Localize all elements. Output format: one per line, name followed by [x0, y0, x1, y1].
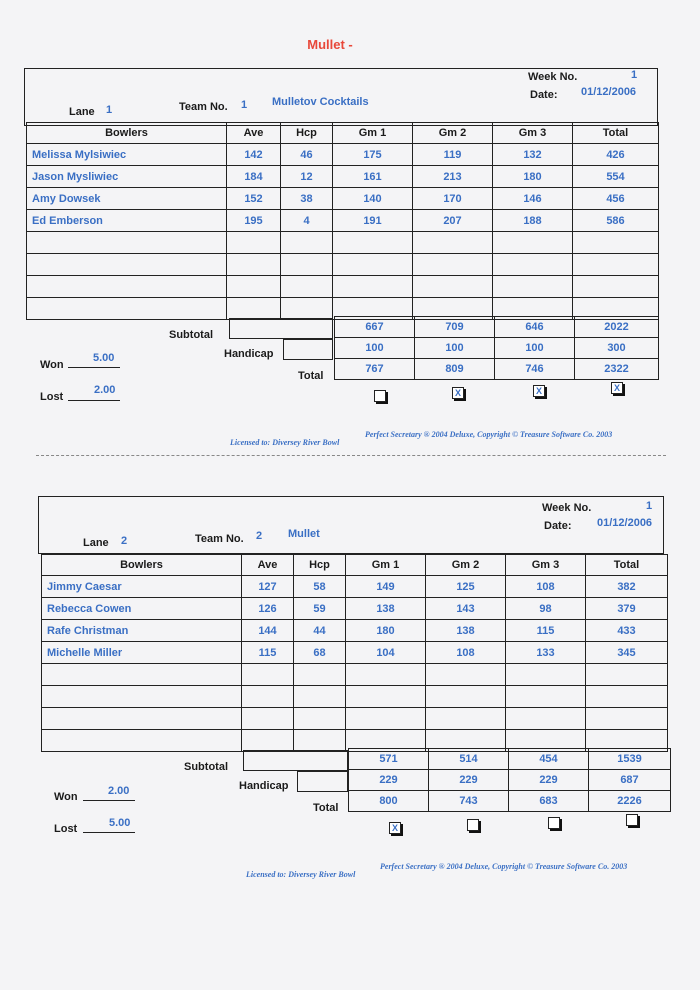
won-value: 5.00 [93, 352, 115, 364]
col-bowlers: Bowlers [42, 555, 242, 576]
total-gm3: 746 [495, 359, 575, 380]
subtotal-total: 2022 [575, 317, 659, 338]
game1-win-checkbox[interactable]: X [389, 822, 401, 834]
bowler-total: 554 [573, 166, 659, 188]
total-row [349, 791, 671, 812]
bowler-name: Rafe Christman [42, 620, 242, 642]
bowler-ave [242, 708, 294, 730]
week-no-value: 1 [631, 69, 638, 81]
col-ave: Ave [227, 123, 281, 144]
total-label: Total [313, 802, 339, 814]
bowler-gm1: 191 [333, 210, 413, 232]
bowler-gm1: 149 [346, 576, 426, 598]
lost-underline [83, 832, 135, 833]
bowler-gm2: 138 [426, 620, 506, 642]
total-total: 2322 [575, 359, 659, 380]
lane-value: 2 [121, 535, 128, 547]
date-value: 01/12/2006 [597, 517, 653, 529]
bowler-gm2: 143 [426, 598, 506, 620]
bowler-gm3: 188 [493, 210, 573, 232]
handicap-gm1: 100 [335, 338, 415, 359]
bowler-gm2 [426, 664, 506, 686]
bowler-gm3 [506, 686, 586, 708]
lost-value: 2.00 [94, 384, 116, 396]
bowler-name: Jason Mysliwiec [27, 166, 227, 188]
total-label: Total [298, 370, 324, 382]
bowler-gm1: 104 [346, 642, 426, 664]
bowler-ave: 115 [242, 642, 294, 664]
footer-license: Licensed to: Diversey River Bowl [230, 438, 340, 447]
total-gm1: 800 [349, 791, 429, 812]
bowler-gm1: 138 [346, 598, 426, 620]
bowler-gm1: 175 [333, 144, 413, 166]
bowler-ave: 152 [227, 188, 281, 210]
bowler-ave: 184 [227, 166, 281, 188]
bowler-total: 456 [573, 188, 659, 210]
bowler-ave: 142 [227, 144, 281, 166]
col-total: Total [586, 555, 668, 576]
bowler-name: Melissa Mylsiwiec [27, 144, 227, 166]
bowler-name: Jimmy Caesar [42, 576, 242, 598]
handicap-label: Handicap [224, 348, 274, 360]
total-total: 2226 [589, 791, 671, 812]
lost-label: Lost [40, 391, 64, 403]
table-header [42, 555, 668, 576]
handicap-total: 300 [575, 338, 659, 359]
team-name: Mullet [288, 528, 320, 540]
lost-value: 5.00 [109, 817, 131, 829]
bowler-hcp: 68 [294, 642, 346, 664]
col-gm1: Gm 1 [333, 123, 413, 144]
table-row [42, 598, 668, 620]
subtotal-label: Subtotal [184, 761, 228, 773]
bowler-ave: 127 [242, 576, 294, 598]
bowler-gm3: 115 [506, 620, 586, 642]
col-gm3: Gm 3 [493, 123, 573, 144]
bowler-ave: 195 [227, 210, 281, 232]
bowler-hcp: 38 [281, 188, 333, 210]
bowler-name [42, 686, 242, 708]
game3-win-checkbox[interactable] [548, 817, 560, 829]
game3-win-checkbox[interactable]: X [533, 385, 545, 397]
bowler-ave [242, 686, 294, 708]
handicap-gm3: 100 [495, 338, 575, 359]
bowler-gm3: 146 [493, 188, 573, 210]
subtotal-row [349, 749, 671, 770]
bowler-table [41, 554, 668, 752]
col-gm3: Gm 3 [506, 555, 586, 576]
col-gm2: Gm 2 [413, 123, 493, 144]
handicap-gm3: 229 [509, 770, 589, 791]
handicap-label: Handicap [239, 780, 289, 792]
bowler-hcp [294, 730, 346, 752]
bowler-total: 379 [586, 598, 668, 620]
week-no-label: Week No. [528, 71, 578, 83]
bowler-name [42, 730, 242, 752]
bowler-total [586, 686, 668, 708]
table-row [42, 664, 668, 686]
bowler-gm3 [506, 708, 586, 730]
bowler-gm3: 98 [506, 598, 586, 620]
date-label: Date: [530, 89, 558, 101]
bowler-hcp: 59 [294, 598, 346, 620]
bowler-total: 345 [586, 642, 668, 664]
bowler-gm1: 140 [333, 188, 413, 210]
handicap-blank-box [297, 771, 348, 792]
col-ave: Ave [242, 555, 294, 576]
date-label: Date: [544, 520, 572, 532]
bowler-rows [42, 576, 668, 752]
lane-label: Lane [69, 106, 95, 118]
bowler-total: 426 [573, 144, 659, 166]
subtotal-gm1: 571 [349, 749, 429, 770]
col-hcp: Hcp [294, 555, 346, 576]
subtotal-gm3: 646 [495, 317, 575, 338]
total-win-checkbox[interactable] [626, 814, 638, 826]
subtotal-gm2: 514 [429, 749, 509, 770]
lane-value: 1 [106, 104, 113, 116]
bowler-gm1: 180 [346, 620, 426, 642]
bowler-total [586, 708, 668, 730]
won-value: 2.00 [108, 785, 130, 797]
team-no-label: Team No. [179, 101, 228, 113]
bowler-name: Rebecca Cowen [42, 598, 242, 620]
won-label: Won [40, 359, 64, 371]
subtotal-label: Subtotal [169, 329, 213, 341]
footer-copyright: Perfect Secretary ® 2004 Deluxe, Copyright © Treasure Software Co. 2003 [365, 430, 613, 439]
team-no-value: 1 [241, 99, 248, 111]
team-no-value: 2 [256, 530, 263, 542]
won-label: Won [54, 791, 78, 803]
total-gm2: 743 [429, 791, 509, 812]
week-no-label: Week No. [542, 502, 592, 514]
bowler-ave: 126 [242, 598, 294, 620]
bowler-hcp: 44 [294, 620, 346, 642]
page-title: Mullet - [307, 37, 353, 52]
total-win-checkbox[interactable]: X [611, 382, 623, 394]
total-gm3: 683 [509, 791, 589, 812]
table-row [42, 642, 668, 664]
bowler-hcp [294, 686, 346, 708]
date-value: 01/12/2006 [581, 86, 637, 98]
bowler-gm2: 213 [413, 166, 493, 188]
bowler-gm3: 180 [493, 166, 573, 188]
bowler-ave [242, 664, 294, 686]
table-row [42, 576, 668, 598]
bowler-gm2 [426, 686, 506, 708]
total-gm1: 767 [335, 359, 415, 380]
lane-label: Lane [83, 537, 109, 549]
subtotal-gm3: 454 [509, 749, 589, 770]
bowler-total: 586 [573, 210, 659, 232]
footer-copyright: Perfect Secretary ® 2004 Deluxe, Copyright © Treasure Software Co. 2003 [380, 862, 628, 871]
bowler-gm1: 161 [333, 166, 413, 188]
bowler-gm1 [346, 664, 426, 686]
bowler-hcp: 46 [281, 144, 333, 166]
bowler-name: Ed Emberson [27, 210, 227, 232]
subtotal-total: 1539 [589, 749, 671, 770]
bowler-gm2: 125 [426, 576, 506, 598]
bowler-name: Michelle Miller [42, 642, 242, 664]
col-bowlers: Bowlers [27, 123, 227, 144]
bowler-gm1 [346, 686, 426, 708]
totals-table [348, 748, 671, 812]
bowler-gm2: 207 [413, 210, 493, 232]
total-gm2: 809 [415, 359, 495, 380]
handicap-gm1: 229 [349, 770, 429, 791]
table-row [42, 686, 668, 708]
col-hcp: Hcp [281, 123, 333, 144]
handicap-gm2: 229 [429, 770, 509, 791]
bowler-gm1 [346, 708, 426, 730]
table-row [42, 708, 668, 730]
bowler-gm3 [506, 664, 586, 686]
team-no-label: Team No. [195, 533, 244, 545]
bowler-ave [242, 730, 294, 752]
handicap-row [349, 770, 671, 791]
lost-label: Lost [54, 823, 78, 835]
subtotal-blank-box [243, 750, 348, 771]
game2-win-checkbox[interactable]: X [452, 387, 464, 399]
bowler-hcp: 58 [294, 576, 346, 598]
bowler-total: 433 [586, 620, 668, 642]
footer-license: Licensed to: Diversey River Bowl [246, 870, 356, 879]
bowler-hcp [294, 664, 346, 686]
week-no-value: 1 [646, 500, 653, 512]
subtotal-gm2: 709 [415, 317, 495, 338]
bowler-name [42, 708, 242, 730]
bowler-gm3: 133 [506, 642, 586, 664]
bowler-gm3: 132 [493, 144, 573, 166]
team-name: Mulletov Cocktails [272, 96, 369, 108]
subtotal-gm1: 667 [335, 317, 415, 338]
col-gm2: Gm 2 [426, 555, 506, 576]
table-row [42, 620, 668, 642]
handicap-total: 687 [589, 770, 671, 791]
col-gm1: Gm 1 [346, 555, 426, 576]
bowler-total: 382 [586, 576, 668, 598]
bowler-gm2: 170 [413, 188, 493, 210]
bowler-ave: 144 [242, 620, 294, 642]
col-total: Total [573, 123, 659, 144]
bowler-gm2: 108 [426, 642, 506, 664]
bowler-total [586, 664, 668, 686]
game2-win-checkbox[interactable] [467, 819, 479, 831]
bowler-gm2: 119 [413, 144, 493, 166]
bowler-hcp [294, 708, 346, 730]
bowler-hcp: 12 [281, 166, 333, 188]
won-underline [83, 800, 135, 801]
bowler-gm3: 108 [506, 576, 586, 598]
bowler-gm2 [426, 708, 506, 730]
bowler-name [42, 664, 242, 686]
handicap-gm2: 100 [415, 338, 495, 359]
bowler-hcp: 4 [281, 210, 333, 232]
bowler-name: Amy Dowsek [27, 188, 227, 210]
